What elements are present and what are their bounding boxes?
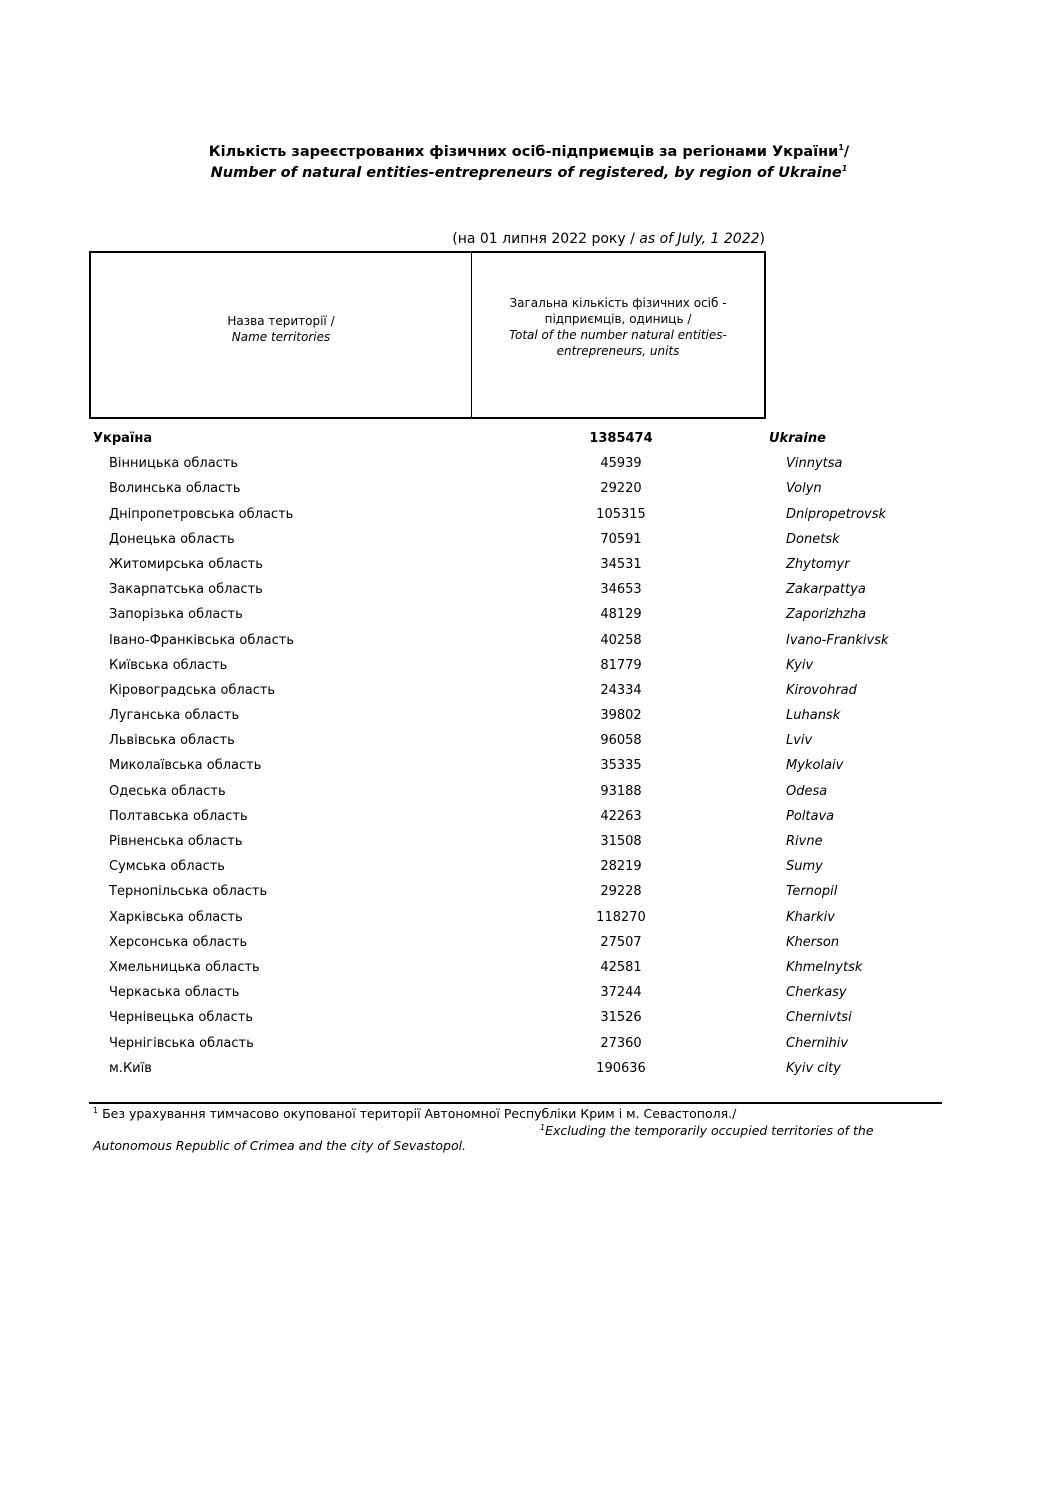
as-of-date: (на 01 липня 2022 року / as of July, 1 2022) [452,231,765,247]
region-name-en: Khmelnytsk [786,959,863,975]
region-value: 27360 [600,1035,642,1051]
table-row [0,602,1058,627]
region-name-uk: Чернівецька область [109,1010,254,1026]
region-name-en: Zakarpattya [786,582,866,598]
header-cell-total [472,253,764,417]
region-name-uk: Полтавська область [109,808,248,824]
region-name-uk: Одеська область [109,783,226,799]
region-value: 81779 [600,657,642,673]
table-row [0,451,1058,476]
table-row [0,728,1058,753]
table-row [0,653,1058,678]
region-name-uk: Сумська область [109,859,225,875]
table-row [0,779,1058,804]
region-value: 29228 [600,884,642,900]
table-row [0,1005,1058,1030]
region-value: 96058 [600,733,642,749]
header-total-en-1: Total of the number natural entities- [509,328,727,342]
region-value: 48129 [600,607,642,623]
region-name-uk: Закарпатська область [109,582,263,598]
region-value: 190636 [596,1060,646,1076]
table-row [0,1056,1058,1081]
region-value: 40258 [600,632,642,648]
footnote-en-line1: $^1$Excluding the temporarily occupied territories of the [540,1122,874,1138]
table-row-total [0,426,1058,451]
table-row [0,703,1058,728]
footnote-mark: 1 [838,143,844,153]
region-name-uk: Івано-Франківська область [109,632,295,648]
region-name-en: Kyiv [786,657,814,673]
region-name-uk: Черкаська область [109,985,240,1001]
region-name-en: Kherson [786,934,840,950]
header-total-en-2: entrepreneurs, units [556,344,680,358]
region-value: 45939 [600,456,642,472]
region-name-en: Lviv [786,733,813,749]
region-name-en: Zhytomyr [786,556,850,572]
region-name-en: Mykolaiv [786,758,844,774]
region-name-en: Ivano-Frankivsk [786,632,889,648]
page-title-uk: Кількість зареєстрованих фізичних осіб-підприємців за регіонами України$^1$/ [208,143,850,160]
region-value: 1385474 [589,431,653,446]
region-name-en: Dnipropetrovsk [786,506,887,522]
footnote-mark: 1 [841,164,848,174]
region-name-en: Odesa [786,783,828,799]
header-territory-en: Name territories [231,330,331,344]
region-name-en: Ukraine [769,431,826,446]
table-row [0,502,1058,527]
region-name-uk: Тернопільська область [109,884,268,900]
region-name-uk: Харківська область [109,909,243,925]
region-value: 118270 [596,909,646,925]
page-title-en: Number of natural entities-entrepreneurs of registered, by region of Ukraine$^1$ [210,164,848,181]
table-row [0,879,1058,904]
table-row [0,678,1058,703]
table-row [0,905,1058,930]
region-value: 28219 [600,859,642,875]
region-name-uk: Київська область [109,657,228,673]
region-name-uk: Україна [93,431,153,446]
region-value: 31526 [600,1010,642,1026]
region-value: 105315 [596,506,646,522]
region-name-uk: Луганська область [109,708,240,724]
region-value: 70591 [600,531,642,547]
region-name-en: Vinnytsa [786,456,843,472]
region-name-en: Zaporizhzha [786,607,867,623]
region-name-uk: Донецька область [109,531,235,547]
region-name-uk: Херсонська область [109,934,248,950]
region-name-uk: Запорізька область [109,607,243,623]
region-name-en: Chernihiv [786,1035,849,1051]
region-value: 27507 [600,934,642,950]
table-row [0,628,1058,653]
region-value: 39802 [600,708,642,724]
region-value: 42581 [600,959,642,975]
region-name-en: Volyn [786,481,822,497]
region-name-uk: Житомирська область [109,556,263,572]
table-row [0,930,1058,955]
region-value: 42263 [600,808,642,824]
region-name-uk: Миколаївська область [109,758,262,774]
table-header [89,251,766,419]
footnote-uk: $^1$ Без урахування тимчасово окупованої території Автономної Республіки Крим і м. Севастополя./ [93,1105,737,1121]
table-row [0,955,1058,980]
table-row [0,527,1058,552]
region-value: 29220 [600,481,642,497]
region-value: 37244 [600,985,642,1001]
region-value: 24334 [600,682,642,698]
region-name-en: Sumy [786,859,823,875]
region-name-uk: Хмельницька область [109,959,260,975]
region-name-en: Poltava [786,808,835,824]
table-row [0,476,1058,501]
region-name-en: Luhansk [786,708,841,724]
region-name-en: Kharkiv [786,909,835,925]
region-name-en: Cherkasy [786,985,847,1001]
region-name-uk: м.Київ [109,1060,152,1076]
table-row [0,577,1058,602]
region-name-en: Ternopil [786,884,838,900]
header-cell-territory [91,253,472,417]
region-name-uk: Волинська область [109,481,241,497]
region-name-uk: Кіровоградська область [109,682,276,698]
region-name-uk: Вінницька область [109,456,239,472]
footnote-divider [89,1102,942,1104]
table-row [0,753,1058,778]
region-value: 34653 [600,582,642,598]
region-name-en: Kirovohrad [786,682,857,698]
region-name-uk: Рівненська область [109,834,243,849]
header-territory-uk: Назва території / [227,314,335,328]
table-row [0,829,1058,854]
header-total-uk-1: Загальна кількість фізичних осіб - [509,296,727,310]
header-total-uk-2: підприємців, одиниць / [544,312,692,326]
region-value: 31508 [600,834,642,849]
footnote-en-line2: Autonomous Republic of Crimea and the city of Sevastopol. [93,1138,467,1153]
region-name-uk: Львівська область [109,733,235,749]
table-row [0,804,1058,829]
table-body [0,426,1058,1081]
table-row [0,552,1058,577]
table-row [0,980,1058,1005]
region-name-en: Kyiv city [786,1060,841,1076]
region-name-en: Donetsk [786,531,840,547]
region-value: 93188 [600,783,642,799]
region-name-uk: Чернігівська область [109,1035,254,1051]
region-value: 34531 [600,556,642,572]
table-row [0,854,1058,879]
region-name-en: Chernivtsi [786,1010,852,1026]
region-value: 35335 [600,758,642,774]
table-row [0,1031,1058,1056]
region-name-en: Rivne [786,834,823,849]
region-name-uk: Дніпропетровська область [109,506,294,522]
